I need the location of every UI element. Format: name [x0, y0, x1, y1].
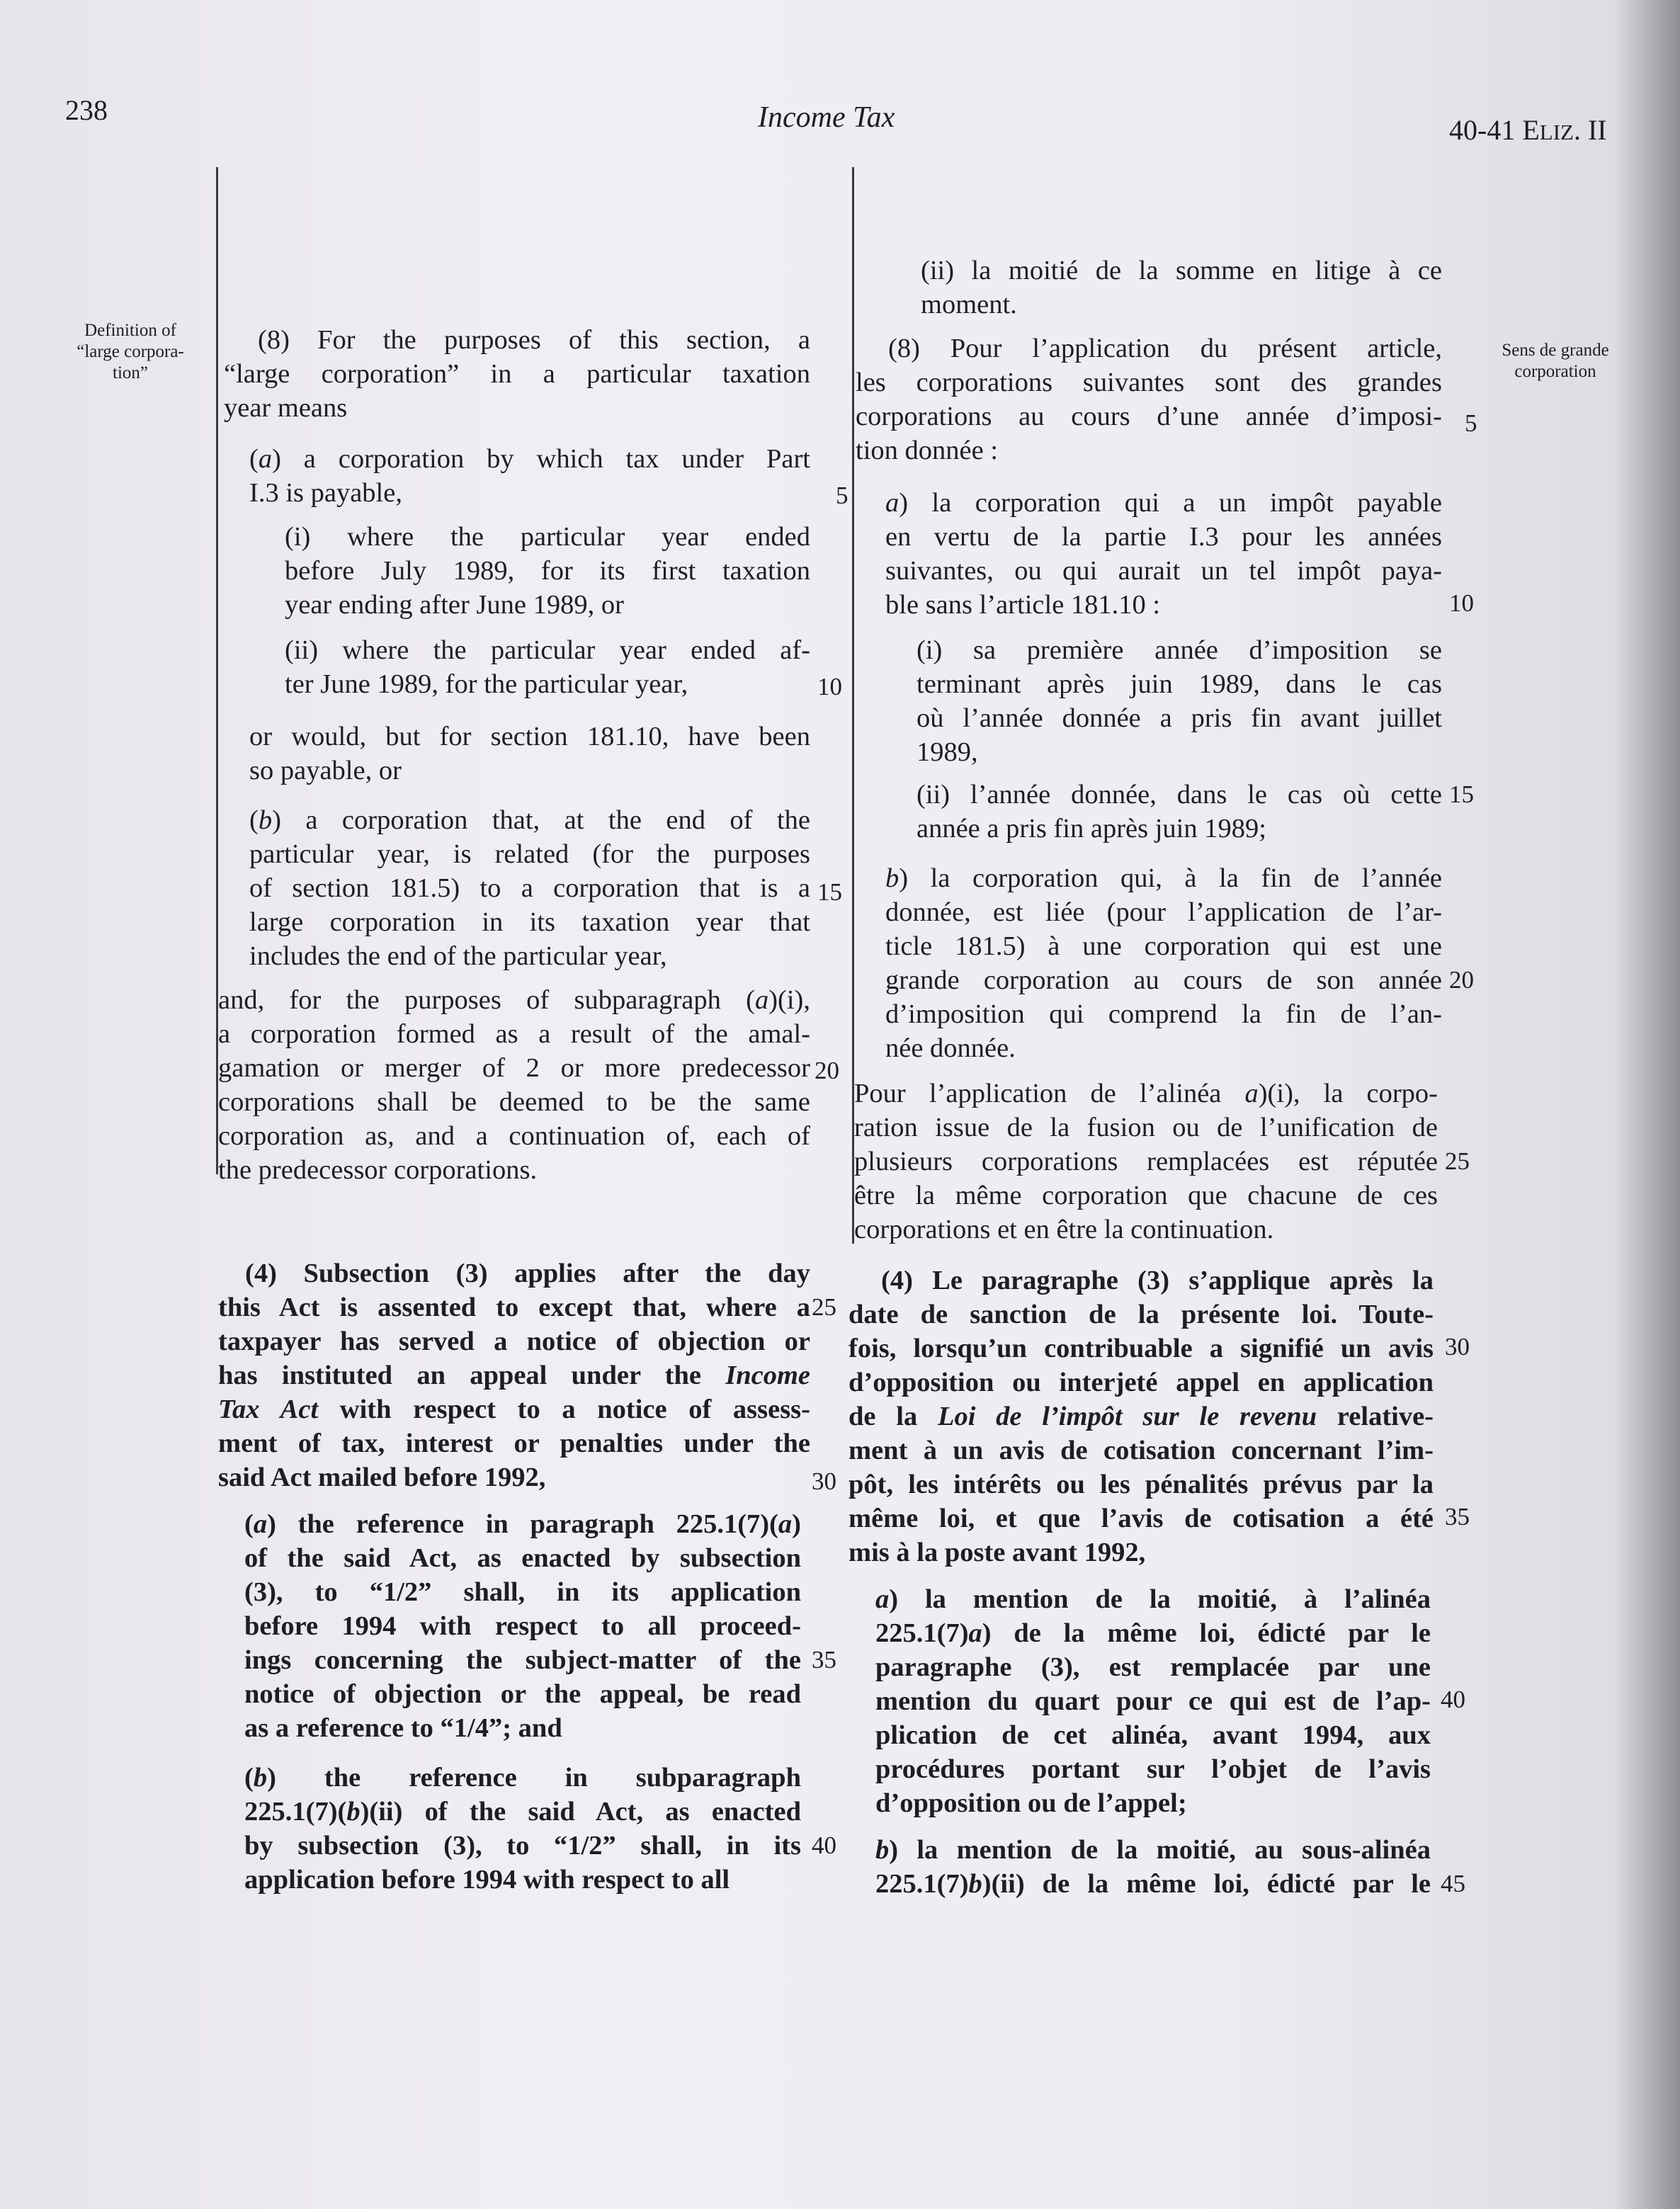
text-line: tion donnée : — [856, 436, 999, 465]
text-line: ble sans l’article 181.10 : — [885, 590, 1161, 620]
left-para-a-tail — [249, 720, 810, 788]
line-number: 40 — [812, 1832, 836, 1859]
text-line: a) la corporation qui a un impôt payable — [885, 488, 1442, 518]
text-line: (ii) where the particular year ended af- — [285, 635, 810, 665]
text-line: of section 181.5) to a corporation that is a — [249, 873, 810, 903]
text-line: gamation or merger of 2 or more predecessor — [218, 1053, 810, 1083]
text-line: has instituted an appeal under the Income — [218, 1361, 810, 1390]
line-number: 35 — [812, 1646, 836, 1674]
right-sub4-b — [875, 1833, 1431, 1901]
volume-reference: 40-41 ELIZ. II — [1449, 114, 1607, 146]
line-number: 5 — [836, 482, 848, 509]
line-number: 20 — [1449, 966, 1474, 994]
text-line: donnée, est liée (pour l’application de l’ar- — [885, 897, 1442, 927]
text-line: before July 1989, for its first taxation — [285, 556, 810, 586]
text-line: Tax Act with respect to a notice of assess- — [218, 1395, 810, 1424]
line-number: 30 — [812, 1467, 836, 1495]
text-line: (ii) l’année donnée, dans le cas où cette — [916, 780, 1442, 810]
text-line: notice of objection or the appeal, be read — [244, 1679, 801, 1709]
text-line: ration issue de la fusion ou de l’unification de — [854, 1113, 1438, 1142]
text-line: ings concerning the subject-matter of the — [244, 1645, 801, 1675]
text-line: les corporations suivantes sont des grandes — [856, 368, 1442, 397]
text-line: this Act is assented to except that, where a — [218, 1293, 810, 1322]
text-line: corporation as, and a continuation of, each of — [218, 1121, 810, 1151]
margin-note-line: Sens de grande — [1502, 341, 1609, 360]
text-line: 225.1(7)b)(ii) de la même loi, édicté par le — [875, 1869, 1431, 1899]
margin-note-line: Definition of — [84, 321, 176, 340]
line-number: 15 — [1449, 780, 1474, 808]
text-line: plication de cet alinéa, avant 1994, aux — [875, 1720, 1431, 1750]
text-line: and, for the purposes of subparagraph (a)(i), — [218, 985, 810, 1015]
text-line: fois, lorsqu’un contribuable a signifié un avis — [848, 1334, 1434, 1363]
line-number: 45 — [1441, 1870, 1465, 1897]
text-line: taxpayer has served a notice of objection or — [218, 1327, 810, 1356]
text-line: large corporation in its taxation year that — [249, 907, 810, 937]
left-tail — [218, 983, 810, 1187]
text-line: “large corporation” in a particular taxation — [224, 359, 810, 389]
line-number: 5 — [1465, 409, 1477, 437]
margin-note-line: tion” — [113, 363, 148, 382]
text-line: (8) For the purposes of this section, a — [258, 325, 810, 355]
text-line: said Act mailed before 1992, — [218, 1463, 546, 1492]
text-line: by subsection (3), to “1/2” shall, in its — [244, 1831, 801, 1861]
text-line: suivantes, ou qui aurait un tel impôt paya- — [885, 556, 1442, 586]
text-line: même loi, et que l’avis de cotisation a été — [848, 1504, 1434, 1533]
text-line: year ending after June 1989, or — [285, 590, 624, 620]
right-para-a-ii — [916, 778, 1442, 846]
line-number: 30 — [1445, 1333, 1470, 1361]
margin-note-line: “large corpora- — [76, 342, 184, 361]
page-number: 238 — [65, 94, 108, 126]
text-line: the predecessor corporations. — [218, 1155, 538, 1185]
left-para-a — [249, 442, 810, 510]
right-para-a — [885, 486, 1442, 622]
text-line: b) la corporation qui, à la fin de l’année — [885, 863, 1442, 893]
left-sub8 — [224, 323, 810, 425]
text-line: moment. — [921, 290, 1017, 319]
text-line: a) la mention de la moitié, à l’alinéa — [875, 1584, 1431, 1614]
text-line: de la Loi de l’impôt sur le revenu relative- — [848, 1402, 1434, 1431]
margin-note-line: corporation — [1514, 362, 1596, 381]
text-line: I.3 is payable, — [249, 478, 402, 508]
left-sub4-b — [244, 1761, 801, 1897]
text-line: (a) the reference in paragraph 225.1(7)(a) — [244, 1509, 801, 1539]
text-line: grande corporation au cours de son année — [885, 965, 1442, 995]
text-line: corporations au cours d’une année d’imposi- — [856, 402, 1442, 431]
text-line: before 1994 with respect to all proceed- — [244, 1611, 801, 1641]
text-line: paragraphe (3), est remplacée par une — [875, 1652, 1431, 1682]
text-line: ter June 1989, for the particular year, — [285, 669, 688, 699]
text-line: année a pris fin après juin 1989; — [916, 814, 1266, 844]
text-line: en vertu de la partie I.3 pour les années — [885, 522, 1442, 552]
left-para-a-ii — [285, 633, 810, 701]
left-sub4-a — [244, 1507, 801, 1745]
text-line: d’opposition ou interjeté appel en application — [848, 1368, 1434, 1397]
right-para-a-i — [916, 633, 1442, 769]
text-line: 1989, — [916, 737, 978, 767]
text-line: 225.1(7)(b)(ii) of the said Act, as enacted — [244, 1797, 801, 1827]
text-line: (ii) la moitié de la somme en litige à ce — [921, 256, 1442, 285]
text-line: year means — [224, 393, 348, 423]
line-number: 40 — [1441, 1686, 1465, 1713]
text-line: (3), to “1/2” shall, in its application — [244, 1577, 801, 1607]
right-tail — [854, 1077, 1438, 1247]
text-line: as a reference to “1/4”; and — [244, 1713, 562, 1743]
text-line: of the said Act, as enacted by subsection — [244, 1543, 801, 1573]
line-number: 20 — [815, 1057, 839, 1084]
line-number: 35 — [1445, 1503, 1470, 1531]
text-line: ment à un avis de cotisation concernant l’im- — [848, 1436, 1434, 1465]
text-line: (4) Subsection (3) applies after the day — [245, 1259, 810, 1288]
text-line: ment of tax, interest or penalties under the — [218, 1429, 810, 1458]
text-line: mention du quart pour ce qui est de l’ap- — [875, 1686, 1431, 1716]
text-line: (i) sa première année d’imposition se — [916, 635, 1442, 665]
text-line: terminant après juin 1989, dans le cas — [916, 669, 1442, 699]
right-sub4 — [848, 1263, 1434, 1569]
text-line: b) la mention de la moitié, au sous-alinéa — [875, 1835, 1431, 1865]
text-line: a corporation formed as a result of the amal- — [218, 1019, 810, 1049]
text-line: d’opposition ou de l’appel; — [875, 1788, 1187, 1818]
right-para-b — [885, 861, 1442, 1065]
text-line: 225.1(7)a) de la même loi, édicté par le — [875, 1618, 1431, 1648]
text-line: (b) the reference in subparagraph — [244, 1763, 801, 1793]
left-sub4 — [218, 1256, 810, 1494]
text-line: née donnée. — [885, 1033, 1016, 1063]
line-number: 10 — [1449, 589, 1474, 617]
line-number: 10 — [817, 673, 842, 700]
text-line: corporations et en être la continuation. — [854, 1215, 1274, 1244]
text-line: application before 1994 with respect to all — [244, 1865, 730, 1895]
line-number: 15 — [817, 878, 842, 906]
text-line: particular year, is related (for the purposes — [249, 839, 810, 869]
text-line: mis à la poste avant 1992, — [848, 1538, 1146, 1567]
text-line: où l’année donnée a pris fin avant juillet — [916, 703, 1442, 733]
text-line: (i) where the particular year ended — [285, 522, 810, 552]
text-line: d’imposition qui comprend la fin de l’an- — [885, 999, 1442, 1029]
text-line: includes the end of the particular year, — [249, 941, 667, 971]
right-ii-top — [921, 254, 1442, 322]
left-para-a-i — [285, 520, 810, 622]
right-sub4-a — [875, 1582, 1431, 1820]
text-line: être la même corporation que chacune de ces — [854, 1181, 1438, 1210]
text-line: plusieurs corporations remplacées est réputée — [854, 1147, 1438, 1176]
text-line: procédures portant sur l’objet de l’avis — [875, 1754, 1431, 1784]
right-sub8 — [856, 331, 1442, 467]
text-line: (a) a corporation by which tax under Part — [249, 444, 810, 474]
text-line: (4) Le paragraphe (3) s’applique après la — [881, 1266, 1434, 1295]
text-line: so payable, or — [249, 756, 402, 785]
running-title: Income Tax — [758, 101, 895, 134]
line-number: 25 — [1445, 1147, 1470, 1175]
margin-note-right — [1480, 340, 1630, 382]
text-line: date de sanction de la présente loi. Toute- — [848, 1300, 1434, 1329]
text-line: Pour l’application de l’alinéa a)(i), la corpo- — [854, 1079, 1438, 1108]
text-line: or would, but for section 181.10, have been — [249, 722, 810, 751]
margin-note-left — [59, 320, 201, 384]
text-line: (8) Pour l’application du présent article, — [888, 334, 1442, 363]
text-line: (b) a corporation that, at the end of the — [249, 805, 810, 835]
left-para-b — [249, 803, 810, 973]
text-line: corporations shall be deemed to be the same — [218, 1087, 810, 1117]
text-line: ticle 181.5) à une corporation qui est une — [885, 931, 1442, 961]
line-number: 25 — [812, 1293, 836, 1321]
text-line: pôt, les intérêts ou les pénalités prévus par la — [848, 1470, 1434, 1499]
